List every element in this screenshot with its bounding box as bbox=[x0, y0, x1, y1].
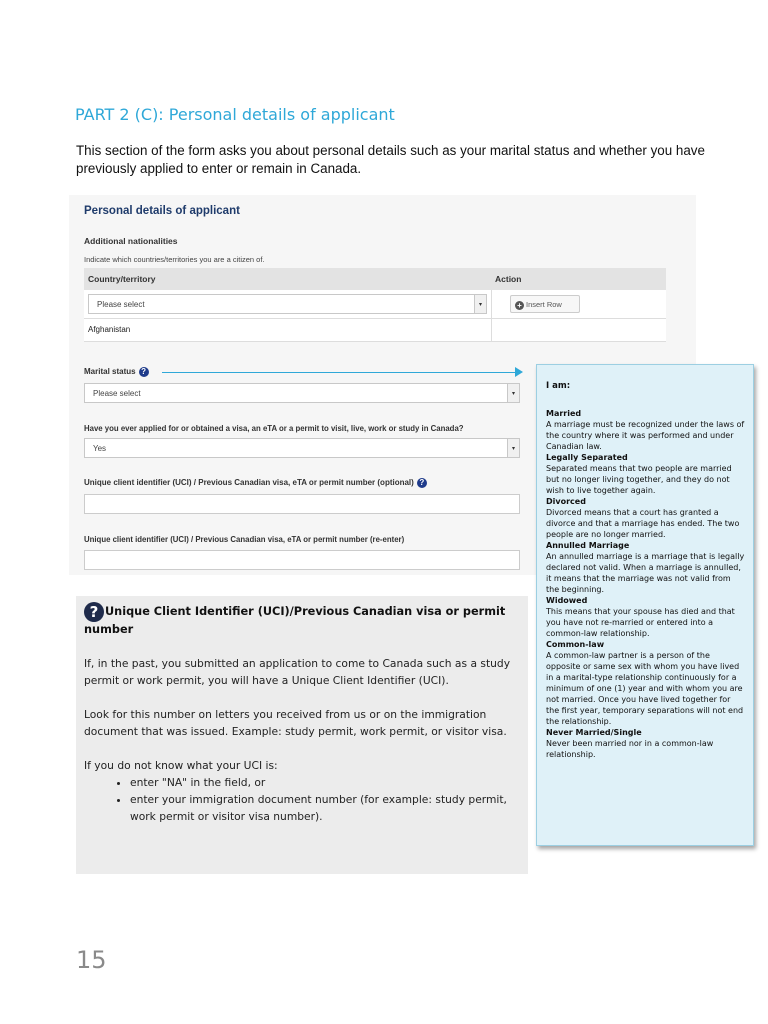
help-icon[interactable]: ? bbox=[139, 367, 149, 377]
uci-input[interactable] bbox=[84, 494, 520, 514]
definition: Never been married nor in a common-law relationship. bbox=[546, 739, 714, 759]
uci-label: Unique client identifier (UCI) / Previous Canadian visa, eTA or permit number (optional) ? bbox=[84, 478, 427, 488]
callout-arrow-icon bbox=[515, 367, 523, 377]
plus-icon: + bbox=[515, 301, 524, 310]
definition: Divorced means that a court has granted a divorce and that a marriage has ended. The two people are no longer married. bbox=[546, 508, 740, 539]
insert-row-button[interactable] bbox=[510, 295, 580, 313]
term-common-law: Common-law bbox=[546, 640, 605, 649]
country-select-value: Please select bbox=[97, 300, 145, 309]
form-title: Personal details of applicant bbox=[84, 205, 240, 217]
country-select[interactable] bbox=[88, 294, 487, 314]
col-action-header: Action bbox=[491, 268, 666, 290]
uci-help-box bbox=[76, 596, 528, 874]
dropdown-arrow-icon: ▾ bbox=[474, 295, 486, 313]
marital-select-value: Please select bbox=[93, 389, 141, 398]
table-row bbox=[84, 319, 666, 342]
list-item: • enter "NA" in the field, or bbox=[130, 774, 520, 791]
insert-row-label: Insert Row bbox=[526, 300, 562, 309]
marital-status-select[interactable] bbox=[84, 383, 520, 403]
uci-reenter-input[interactable] bbox=[84, 550, 520, 570]
existing-country: Afghanistan bbox=[88, 325, 131, 334]
definition: Separated means that two people are married but no longer living together, and they do not wish to live together again. bbox=[546, 464, 732, 495]
term-widowed: Widowed bbox=[546, 596, 588, 605]
definition: This means that your spouse has died and that you have not re-married or entered into a common-law relationship. bbox=[546, 607, 735, 638]
col-country-header: Country/territory bbox=[84, 268, 491, 290]
dropdown-arrow-icon: ▾ bbox=[507, 384, 519, 402]
definition: A marriage must be recognized under the laws of the country where it was performed and under Canadian law. bbox=[546, 420, 745, 451]
nationalities-table bbox=[84, 268, 666, 342]
page-number: 15 bbox=[76, 946, 107, 974]
definition: An annulled marriage is a marriage that is legally declared not valid. When a marriage is annulled, it means that the marriage was not valid from the beginning. bbox=[546, 552, 745, 594]
part-title: PART 2 (C): Personal details of applicant bbox=[75, 105, 395, 124]
nationalities-instructions: Indicate which countries/territories you are a citizen of. bbox=[84, 255, 265, 264]
marital-status-label: Marital status ? bbox=[84, 367, 149, 377]
uci-help-paragraph: If you do not know what your UCI is: bbox=[84, 759, 278, 772]
term-married: Married bbox=[546, 409, 582, 418]
definitions-heading: I am: bbox=[546, 381, 571, 391]
list-item: • enter your immigration document number (for example: study permit, work permit or visitor visa number). bbox=[130, 791, 520, 825]
term-never-married: Never Married/Single bbox=[546, 728, 642, 737]
dropdown-arrow-icon: ▾ bbox=[507, 439, 519, 457]
table-row bbox=[84, 290, 666, 319]
uci-help-paragraph: If, in the past, you submitted an application to come to Canada such as a study permit or work permit, you will have a Unique Client Identifier (UCI). bbox=[84, 657, 511, 687]
visa-answer-value: Yes bbox=[93, 444, 107, 453]
definition: A common-law partner is a person of the opposite or same sex with whom you have lived in a marital-type relationship continuously for a minimum of one (1) year and with whom you are not married. Once you have lived together for the first year, temporary separations will not end the relationship. bbox=[546, 651, 744, 726]
uci-help-list bbox=[84, 774, 520, 825]
help-icon[interactable]: ? bbox=[417, 478, 427, 488]
marital-status-definitions bbox=[536, 364, 754, 846]
uci-reenter-label: Unique client identifier (UCI) / Previous Canadian visa, eTA or permit number (re-enter) bbox=[84, 535, 405, 544]
help-icon: ? bbox=[84, 602, 104, 622]
visa-answer-select[interactable] bbox=[84, 438, 520, 458]
term-divorced: Divorced bbox=[546, 497, 586, 506]
callout-connector-line bbox=[162, 372, 520, 373]
visa-question-label: Have you ever applied for or obtained a visa, an eTA or a permit to visit, live, work or study in Canada? bbox=[84, 424, 464, 433]
uci-help-heading: ? Unique Client Identifier (UCI)/Previous Canadian visa or permit number bbox=[84, 603, 506, 636]
additional-nationalities-label: Additional nationalities bbox=[84, 236, 178, 246]
term-annulled-marriage: Annulled Marriage bbox=[546, 541, 630, 550]
uci-help-paragraph: Look for this number on letters you received from us or on the immigration document that was issued. Example: study permit, work permit, or visitor visa. bbox=[84, 708, 507, 738]
intro-text: This section of the form asks you about personal details such as your marital status and whether you have previously applied to enter or remain in Canada. bbox=[76, 143, 705, 176]
term-legally-separated: Legally Separated bbox=[546, 453, 628, 462]
